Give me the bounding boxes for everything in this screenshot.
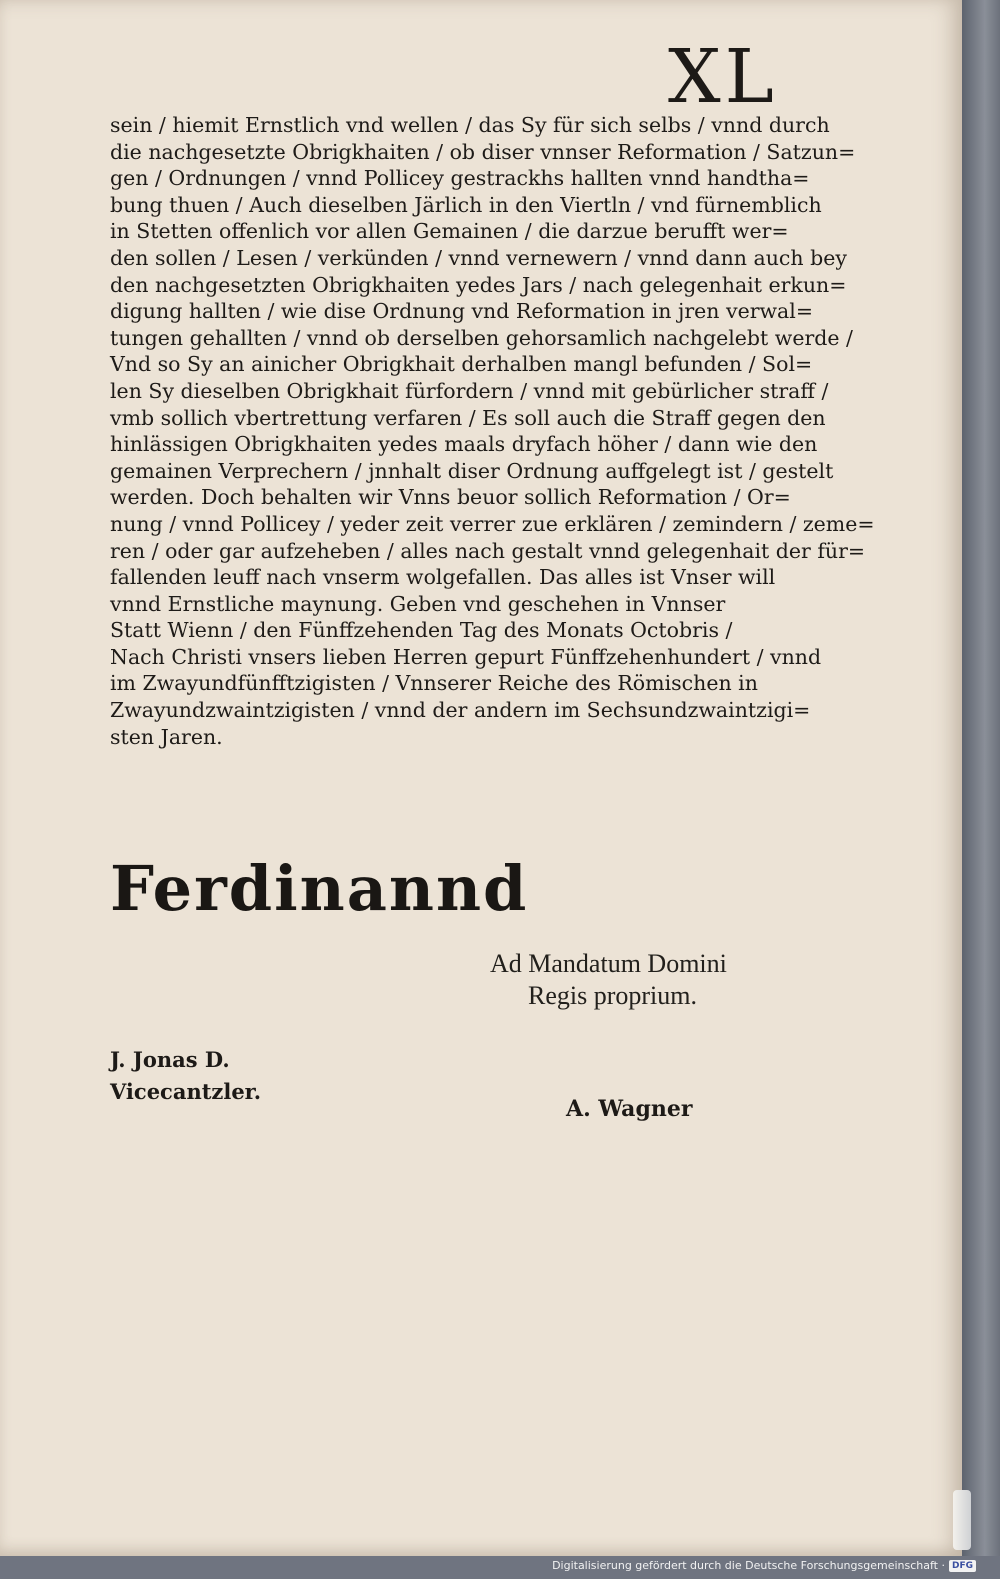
decree-text-line: len Sy dieselben Obrigkhait fürfordern / vnnd mit gebürlicher straff / [110, 378, 829, 403]
vicechancellor-name: J. Jonas D. [110, 1047, 230, 1072]
decree-text-line: den sollen / Lesen / verkünden / vnnd vernewern / vnnd dann auch bey [110, 245, 847, 270]
vicechancellor-signature [110, 1044, 261, 1108]
decree-text-line: bung thuen / Auch dieselben Järlich in den Viertln / vnd fürnemblich [110, 192, 822, 217]
decree-text-line: sein / hiemit Ernstlich vnd wellen / das Sy für sich selbs / vnnd durch [110, 113, 830, 137]
decree-text-line: in Stetten offenlich vor allen Gemainen / die darzue berufft wer= [110, 219, 789, 244]
folio-number: XL [668, 34, 778, 120]
decree-text-line: Zwayundzwaintzigisten / vnnd der andern im Sechsundzwaintzigi= [110, 698, 811, 723]
mandatum-line: Regis proprium. [528, 981, 697, 1010]
decree-text-line: digung hallten / wie dise Ordnung vnd Reformation in jren verwal= [110, 299, 814, 324]
decree-text-line: werden. Doch behalten wir Vnns beuor sollich Reformation / Or= [110, 485, 791, 510]
ad-mandatum-note [490, 948, 790, 1012]
decree-text-line: vmb sollich vbertrettung verfaren / Es soll auch die Straff gegen den [110, 405, 826, 430]
decree-text-line: die nachgesetzte Obrigkhaiten / ob diser vnnser Reformation / Satzun= [110, 139, 856, 164]
decree-text-line: vnnd Ernstliche maynung. Geben vnd geschehen in Vnnser [110, 591, 726, 616]
page-clip-mark [953, 1490, 971, 1550]
royal-signature-ferdinand: Ferdinannd [110, 852, 529, 925]
decree-text-line: Statt Wienn / den Fünffzehenden Tag des Monats Octobris / [110, 618, 733, 643]
decree-text-line: nung / vnnd Pollicey / yeder zeit verrer zue erklären / zemindern / zeme= [110, 511, 875, 536]
decree-text-line: gemainen Verprechern / jnnhalt diser Ordnung auffgelegt ist / gestelt [110, 458, 834, 483]
decree-text-line: fallenden leuff nach vnserm wolgefallen. Das alles ist Vnser will [110, 565, 776, 590]
mandatum-line: Ad Mandatum Domini [490, 949, 727, 978]
vicechancellor-title: Vicecantzler. [110, 1079, 262, 1104]
secretary-signature: A. Wagner [566, 1096, 693, 1122]
dfg-logo-icon: DFG [949, 1560, 976, 1572]
decree-body-text [110, 112, 875, 750]
decree-text-line: im Zwayundfünfftzigisten / Vnnserer Reiche des Römischen in [110, 671, 758, 696]
decree-text-line: gen / Ordnungen / vnnd Pollicey gestrackhs hallten vnnd handtha= [110, 166, 810, 191]
scan-background-edge [962, 0, 1000, 1579]
decree-text-line: Vnd so Sy an ainicher Obrigkhait derhalben mangl befunden / Sol= [110, 352, 813, 377]
decree-text-line: den nachgesetzten Obrigkhaiten yedes Jars / nach gelegenhait erkun= [110, 272, 847, 297]
decree-text-line: sten Jaren. [110, 724, 223, 749]
digitization-credit [552, 1559, 976, 1572]
decree-text-line: Nach Christi vnsers lieben Herren gepurt Fünffzehenhundert / vnnd [110, 644, 822, 669]
digitization-credit-text: Digitalisierung gefördert durch die Deutsche Forschungsgemeinschaft · [552, 1559, 945, 1572]
decree-text-line: ren / oder gar aufzeheben / alles nach gestalt vnnd gelegenhait der für= [110, 538, 866, 563]
decree-text-line: tungen gehallten / vnnd ob derselben gehorsamlich nachgelebt werde / [110, 325, 853, 350]
decree-text-line: hinlässigen Obrigkhaiten yedes maals dryfach höher / dann wie den [110, 432, 818, 457]
